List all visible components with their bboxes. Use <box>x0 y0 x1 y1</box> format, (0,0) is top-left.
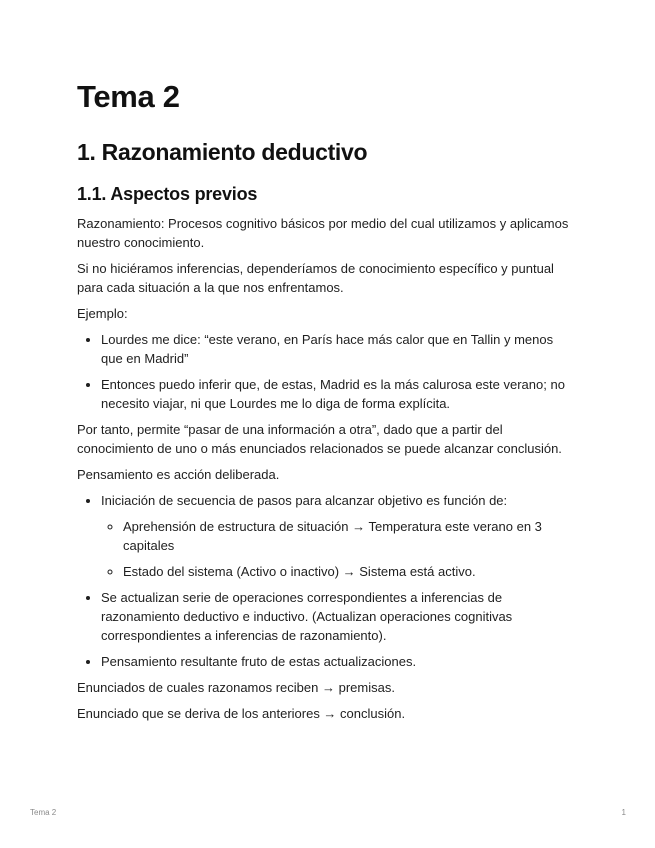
section-heading: 1. Razonamiento deductivo <box>77 139 368 165</box>
paragraph-conclusion: Enunciado que se deriva de los anteriores → conclusión. <box>77 706 406 721</box>
document-title: Tema 2 <box>77 79 180 114</box>
thought-list <box>77 491 577 671</box>
list-item: • Lourdes me dice: “este verano, en París hace más calor que en Tallin y menos que en Madrid” <box>101 330 577 368</box>
paragraph-inferences: Si no hiciéramos inferencias, dependeríamos de conocimiento específico y puntual para cada situación a la que nos enfrentamos. <box>77 261 554 295</box>
document-body <box>77 78 577 723</box>
page-number: 1 <box>621 808 626 817</box>
paragraph-premises: Enunciados de cuales razonamos reciben → premisas. <box>77 680 395 695</box>
subsection-heading: 1.1. Aspectos previos <box>77 184 258 204</box>
paragraph-example-label: Ejemplo: <box>77 306 128 321</box>
list-item: • Entonces puedo inferir que, de estas, Madrid es la más calurosa este verano; no necesito viajar, ni que Lourdes me lo diga de forma explícita. <box>101 375 577 413</box>
list-item <box>101 491 577 581</box>
paragraph-conclusion-info: Por tanto, permite “pasar de una información a otra”, dado que a partir del conocimiento de uno o más enunciados relacionados se puede alcanzar conclusión. <box>77 422 562 456</box>
list-item: • Se actualizan serie de operaciones correspondientes a inferencias de razonamiento deductivo e inductivo. (Actualizan operaciones cognitivas correspondientes a inferencias de razonamiento). <box>101 588 577 645</box>
example-list <box>77 330 577 413</box>
list-item: • Pensamiento resultante fruto de estas actualizaciones. <box>101 652 577 671</box>
list-item-text: Iniciación de secuencia de pasos para alcanzar objetivo es función de: <box>101 493 508 508</box>
footer-title: Tema 2 <box>30 808 57 817</box>
sub-list-item: ◦ Aprehensión de estructura de situación → Temperatura este verano en 3 capitales <box>123 517 577 555</box>
paragraph-definition: Razonamiento: Procesos cognitivo básicos por medio del cual utilizamos y aplicamos nuestro conocimiento. <box>77 216 569 250</box>
sub-list-item: ◦ Estado del sistema (Activo o inactivo) → Sistema está activo. <box>123 562 577 581</box>
paragraph-thought: Pensamiento es acción deliberada. <box>77 467 280 482</box>
sub-list <box>101 517 577 581</box>
